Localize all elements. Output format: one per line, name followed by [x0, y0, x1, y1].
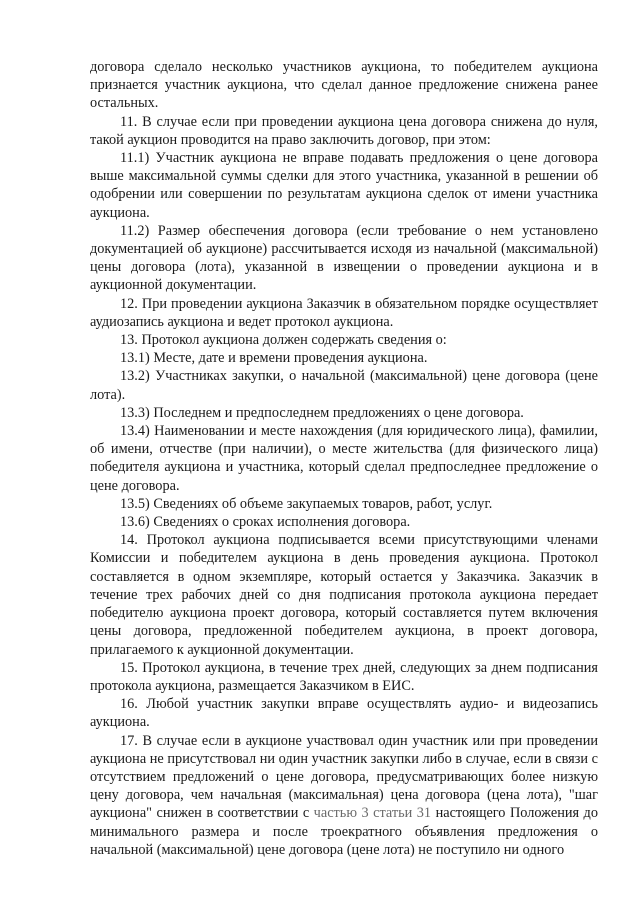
paragraph-text: 12. При проведении аукциона Заказчик в обязательном порядке осуществляет аудиозапись аукциона и ведет протокол аукциона.: [90, 295, 598, 330]
paragraph-text: 16. Любой участник закупки вправе осуществлять аудио- и видеозапись аукциона.: [90, 696, 598, 731]
paragraph-text: 14. Протокол аукциона подписывается всеми присутствующими членами Комиссии и победителем аукциона в день проведения аукциона. Протокол составляется в одном экземпляре, который остается у Заказчика. Заказчик в течение трех рабочих дней со дня подписания протокола аукциона передает победителю аукциона проект договора, который составляется путем включения цены договора, предложенной победителем аукциона, в проект договора, прилагаемого к аукционной документации.: [90, 532, 598, 658]
paragraph-p13-1: [90, 349, 598, 367]
paragraph-p13: [90, 331, 598, 349]
paragraph-p13-2: [90, 367, 598, 403]
paragraph-p17: [90, 732, 598, 859]
paragraph-text: 13. Протокол аукциона должен содержать сведения о:: [120, 332, 447, 349]
paragraph-text: 13.1) Месте, дате и времени проведения аукциона.: [120, 350, 428, 367]
paragraph-text: настоящего Положения до минимального размера и после троекратного объявления предложения о начальной (максимальной) цене договора (цене лота) не поступило ни одного: [90, 805, 598, 858]
paragraph-text: 13.3) Последнем и предпоследнем предложениях о цене договора.: [120, 404, 524, 421]
paragraph-text: 13.6) Сведениях о сроках исполнения договора.: [120, 514, 411, 531]
paragraph-p11-2: [90, 222, 598, 295]
paragraph-p14: [90, 531, 598, 658]
paragraph-p13-5: [90, 495, 598, 513]
paragraph-p11: [90, 113, 598, 149]
document-body: [90, 58, 598, 859]
paragraph-text: 11. В случае если при проведении аукциона цена договора снижена до нуля, такой аукцион проводится на право заключить договор, при этом:: [90, 113, 598, 148]
paragraph-text: 13.2) Участниках закупки, о начальной (максимальной) цене договора (цене лота).: [90, 368, 598, 403]
paragraph-text: 13.4) Наименовании и месте нахождения (для юридического лица), фамилии, об имени, отчестве (при наличии), о месте жительства (для физического лица) победителя аукциона и участника, который сделал предпоследнее предложение о цене договора.: [90, 423, 598, 494]
paragraph-text: 15. Протокол аукциона, в течение трех дней, следующих за днем подписания протокола аукциона, размещается Заказчиком в ЕИС.: [90, 659, 598, 694]
paragraph-p13-4: [90, 422, 598, 495]
paragraph-p13-3: [90, 404, 598, 422]
paragraph-p11-1: [90, 149, 598, 222]
paragraph-p-cont: [90, 58, 598, 113]
reference-link[interactable]: частью 3 статьи 31: [313, 805, 432, 822]
paragraph-text: 13.5) Сведениях об объеме закупаемых товаров, работ, услуг.: [120, 495, 493, 512]
paragraph-text: 11.2) Размер обеспечения договора (если требование о нем установлено документацией об аукционе) рассчитывается исходя из начальной (максимальной) цены договора (лота), указанной в извещении о проведении аукциона и в аукционной документации.: [90, 222, 598, 294]
paragraph-text: 17. В случае если в аукционе участвовал один участник или при проведении аукциона не присутствовал ни один участник закупки либо в случае, если в связи с отсутствием предложений о цене договора, предусматривающих более низкую цену договора, чем начальная (максимальная) цена договора (цена лота), "шаг аукциона" снижен в соответствии с: [90, 732, 598, 822]
document-page: [90, 58, 598, 859]
paragraph-p16: [90, 695, 598, 731]
paragraph-text: договора сделало несколько участников аукциона, то победителем аукциона признается участник аукциона, что сделал данное предложение снижена ранее остальных.: [90, 59, 598, 112]
paragraph-text: 11.1) Участник аукциона не вправе подавать предложения о цене договора выше максимальной суммы сделки для этого участника, указанной в решении об одобрении или совершении по результатам аукциона сделок от имени участника аукциона.: [90, 150, 598, 221]
paragraph-p15: [90, 659, 598, 695]
paragraph-p13-6: [90, 513, 598, 531]
paragraph-p12: [90, 295, 598, 331]
